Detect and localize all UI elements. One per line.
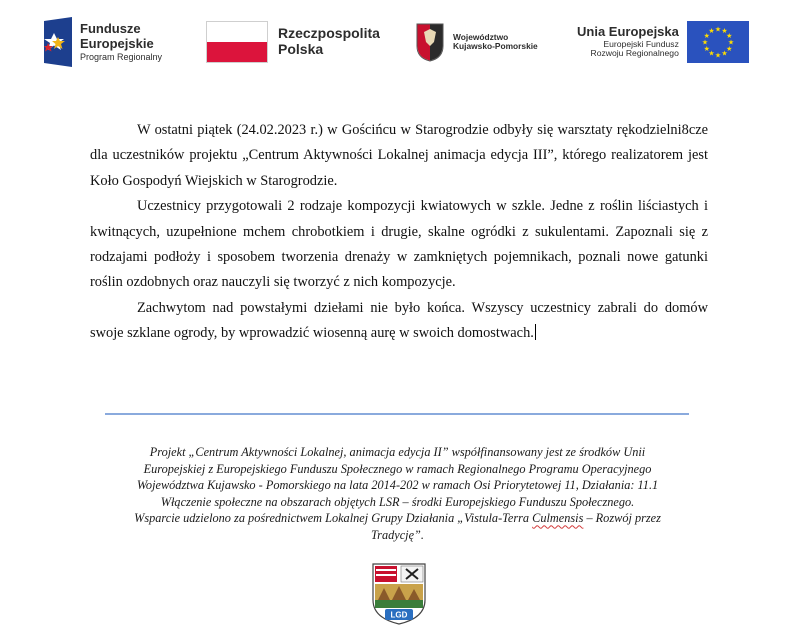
footer-line-3: Województwa Kujawsko - Pomorskiego na lata 2014-202 w ramach Osi Priorytetowej 11, Działania: 11.1 — [136, 478, 659, 493]
eu-star-icon: ★ — [701, 38, 709, 47]
eu-star-icon: ★ — [721, 27, 728, 36]
eu-star-icon: ★ — [727, 38, 735, 47]
ue-line-3: Rozwoju Regionalnego — [590, 48, 679, 59]
ue-line-1: Unia Europejska — [577, 24, 679, 40]
eu-flag-icon — [687, 21, 749, 63]
logo-fundusze-europejskie — [44, 14, 162, 70]
footer-line-5 — [100, 510, 695, 527]
logo-wojewodztwo-kujawsko-pomorskie — [415, 14, 538, 70]
eu-star-icon: ★ — [714, 51, 722, 60]
spellcheck-flagged-word: Culmensis — [532, 511, 584, 526]
article-paragraph-2: Uczestnicy przygotowali 2 rodzaje kompozycji kwiatowych w szkle. Jedne z roślin liściastych i kwitnących, uzupełnione mchem chrobotkiem i drugie, skalne ogródki z sukulentami. Zapoznali się z rodzajami podłoży i sposobem tworzenia drenaży w zamkniętych pojemnikach, poznali nowe gatunki roślin ozdobnych oraz nauczyli się tworzyć z nich kompozycje. — [90, 198, 708, 291]
eu-star-icon: ★ — [714, 25, 722, 34]
logo-unia-europejska — [577, 14, 749, 70]
footer-line-5-pre: Wsparcie udzielono za pośrednictwem Lokalnej Grupy Działania „Vistula-Terra — [134, 511, 533, 526]
separator-line — [105, 413, 689, 415]
footer-line-5-post: – Rozwój przez — [583, 511, 661, 526]
article-body — [90, 118, 708, 347]
ue-line-2: Europejski Fundusz — [603, 38, 679, 49]
rp-line-1: Rzeczpospolita — [278, 25, 380, 42]
text-cursor — [535, 324, 536, 340]
lgd-emblem-icon — [370, 562, 428, 626]
eu-star-icon: ★ — [703, 44, 710, 53]
eu-star-icon: ★ — [708, 49, 715, 58]
eu-star-icon: ★ — [708, 27, 715, 36]
article-paragraph-1: W ostatni piątek (24.02.2023 r.) w Gościńcu w Starogrodzie odbyły się warsztaty rękodzielni8cze dla uczestników projektu „Centrum Aktywności Lokalnej animacja edycja III”, którego realizatorem jest Koło Gospodyń Wiejskich w Starogrodzie. — [90, 122, 708, 189]
footer-line-6: Tradycję”. — [371, 527, 424, 542]
eu-star-icon: ★ — [703, 31, 710, 40]
footer-line-2: Europejskiej z Europejskiego Funduszu Społecznego w ramach Regionalnego Programu Operacyjnego — [143, 461, 652, 476]
fundusze-europejskie-icon — [44, 17, 72, 67]
fe-line-1: Fundusze — [80, 21, 141, 37]
article-paragraph-3 — [90, 296, 708, 347]
eu-star-icon: ★ — [721, 49, 728, 58]
kujawsko-pomorskie-crest-icon — [415, 22, 445, 62]
kp-line-2: Kujawsko-Pomorskie — [453, 41, 538, 51]
logo-rzeczpospolita-polska — [206, 14, 380, 70]
footer-line-1: Projekt „Centrum Aktywności Lokalnej, animacja edycja II” współfinansowany jest ze środków Unii — [149, 445, 646, 459]
lgd-label: LGD — [390, 610, 408, 620]
kp-line-1: Województwo — [453, 31, 509, 42]
footer-line-4: Włączenie społeczne na obszarach objętych LSR – środki Europejskiego Funduszu Społecznego. — [160, 494, 635, 509]
eu-star-icon: ★ — [725, 31, 733, 40]
fe-line-3: Program Regionalny — [80, 51, 163, 62]
fe-line-2: Europejskie — [80, 35, 154, 51]
polish-flag-icon — [206, 21, 268, 63]
article-paragraph-3-text: Zachwytom nad powstałymi dziełami nie było końca. Wszyscy uczestnicy zabrali do domów swoje szklane ogrody, by wprowadzić wiosenną aurę w swoich domostwach. — [90, 299, 708, 342]
eu-star-icon: ★ — [725, 44, 733, 53]
rp-line-2: Polska — [278, 41, 324, 57]
funding-footer — [100, 444, 695, 544]
logo-bar — [44, 14, 756, 74]
